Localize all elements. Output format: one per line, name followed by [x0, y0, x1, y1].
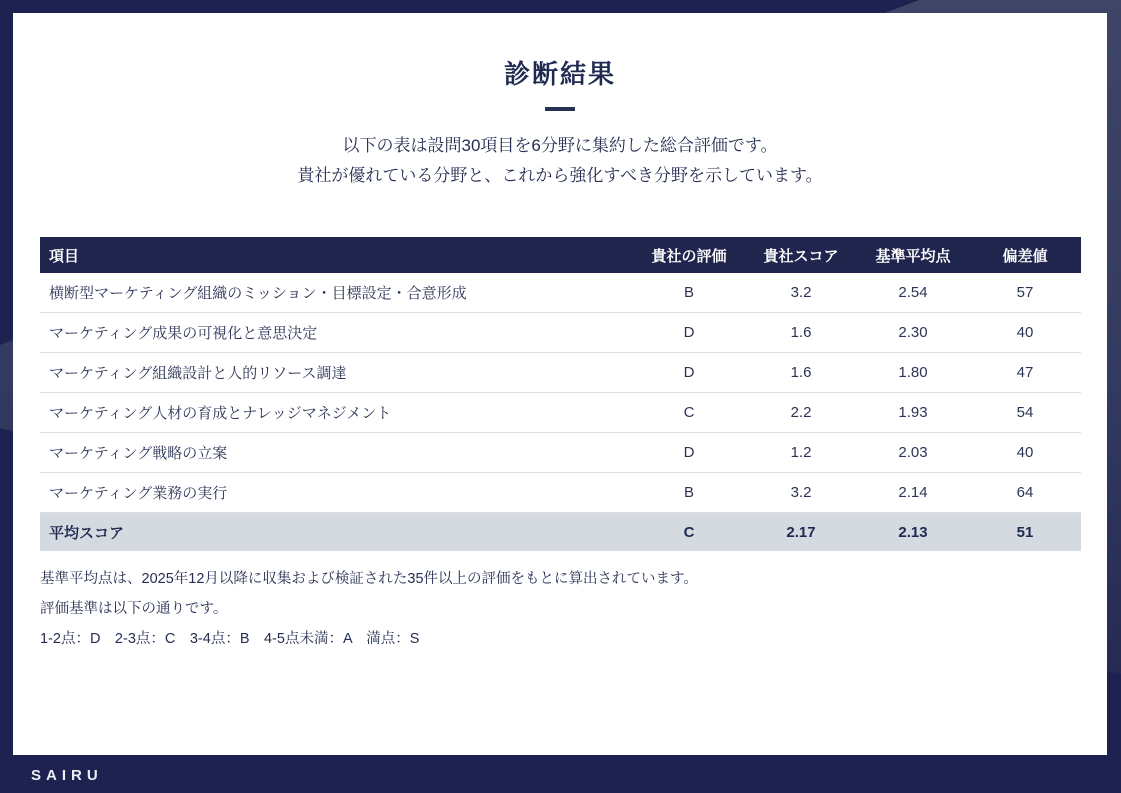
- page-title: 診断結果: [503, 59, 616, 89]
- cell-score: 2.2: [790, 404, 812, 421]
- cell-deviation: 54: [1016, 404, 1034, 421]
- cell-deviation: 57: [1016, 284, 1034, 301]
- cell-benchmark: 1.80: [898, 364, 928, 381]
- cell-benchmark: 2.30: [898, 324, 928, 341]
- cell-score: 1.2: [790, 444, 812, 461]
- summary-grade: C: [683, 523, 695, 541]
- cell-benchmark: 2.14: [898, 484, 928, 501]
- description-line-2: 貴社が優れている分野と、これから強化すべき分野を示しています。: [297, 166, 823, 185]
- cell-item: マーケティング業務の実行: [49, 485, 228, 502]
- summary-item: 平均スコア: [49, 524, 125, 542]
- cell-item: マーケティング戦略の立案: [49, 445, 228, 462]
- summary-benchmark: 2.13: [898, 523, 928, 541]
- cell-grade: B: [683, 484, 694, 501]
- cell-item: 横断型マーケティング組織のミッション・目標設定・合意形成: [49, 285, 467, 302]
- title-divider: [545, 107, 575, 111]
- footnote-benchmark: 基準平均点は、2025年12月以降に収集および検証された35件以上の評価をもとに算出されています。: [40, 571, 698, 587]
- cell-grade: C: [683, 404, 695, 421]
- sairu-logo: SAIRU: [31, 767, 103, 784]
- cell-item: マーケティング組織設計と人的リソース調達: [49, 365, 347, 382]
- table-row: [40, 473, 1081, 513]
- header-deviation: 偏差値: [1002, 247, 1048, 265]
- summary-score: 2.17: [786, 523, 816, 541]
- cell-grade: B: [683, 284, 694, 301]
- summary-deviation: 51: [1016, 523, 1034, 541]
- cell-deviation: 47: [1016, 364, 1034, 381]
- report-card: [13, 13, 1107, 755]
- results-table: [40, 237, 1081, 551]
- cell-benchmark: 1.93: [898, 404, 928, 421]
- header-score: 貴社スコア: [763, 247, 839, 265]
- footnote-criteria-intro: 評価基準は以下の通りです。: [40, 601, 228, 617]
- description-line-1: 以下の表は設問30項目を6分野に集約した総合評価です。: [342, 136, 778, 155]
- header-grade: 貴社の評価: [651, 247, 727, 265]
- table-row: [40, 273, 1081, 313]
- cell-benchmark: 2.03: [898, 444, 928, 461]
- footnote-grade-scale: 1-2点：D 2-3点：C 3-4点：B 4-5点未満：A 満点：S: [40, 631, 420, 647]
- cell-deviation: 40: [1016, 324, 1034, 341]
- summary-row: [40, 513, 1081, 551]
- cell-grade: D: [683, 324, 695, 341]
- table-header-row: [40, 237, 1081, 273]
- cell-item: マーケティング人材の育成とナレッジマネジメント: [49, 405, 392, 422]
- table-body: [40, 273, 1081, 513]
- cell-grade: D: [683, 444, 695, 461]
- cell-score: 3.2: [790, 284, 812, 301]
- cell-score: 1.6: [790, 364, 812, 381]
- table-row: [40, 393, 1081, 433]
- cell-item: マーケティング成果の可視化と意思決定: [49, 325, 318, 342]
- table-row: [40, 353, 1081, 393]
- table-row: [40, 433, 1081, 473]
- cell-deviation: 40: [1016, 444, 1034, 461]
- footnotes: [40, 564, 1080, 654]
- header-benchmark: 基準平均点: [875, 247, 951, 265]
- cell-score: 1.6: [790, 324, 812, 341]
- report-description: [13, 131, 1107, 191]
- header-item: 項目: [49, 247, 80, 265]
- table-row: [40, 313, 1081, 353]
- cell-benchmark: 2.54: [898, 284, 928, 301]
- cell-score: 3.2: [790, 484, 812, 501]
- cell-deviation: 64: [1016, 484, 1034, 501]
- cell-grade: D: [683, 364, 695, 381]
